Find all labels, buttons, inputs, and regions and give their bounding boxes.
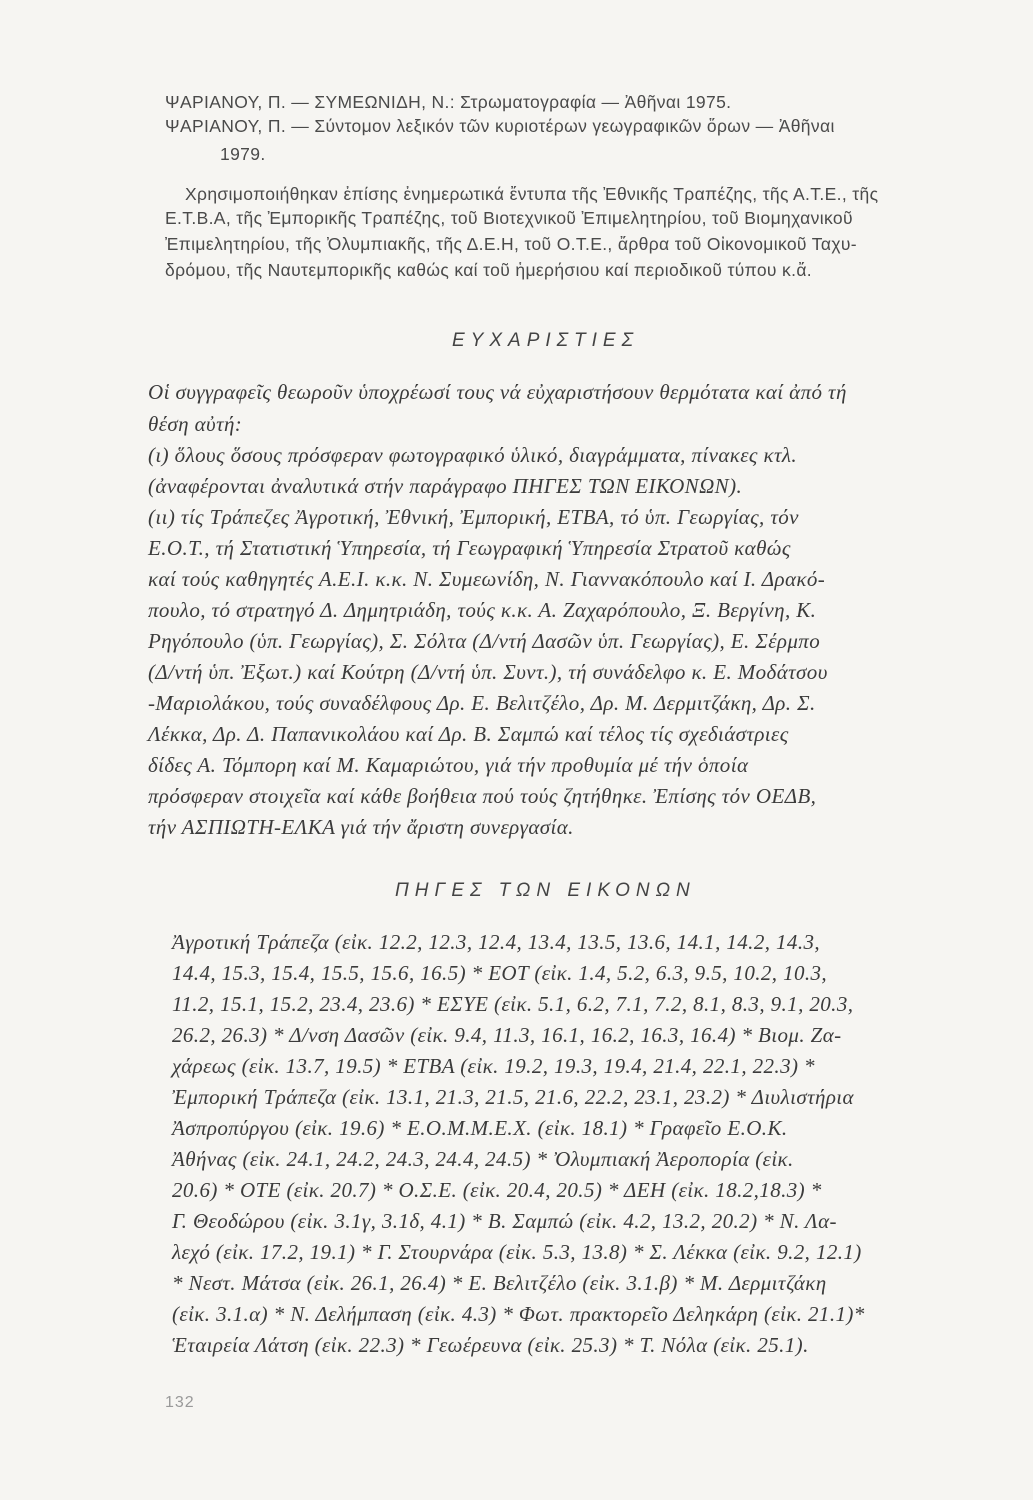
reference-line: ΨΑΡΙΑΝΟΥ, Π. — Σύντομον λεξικόν τῶν κυριοτέρων γεωγραφικῶν ὅρων — Ἀθῆναι (165, 116, 835, 136)
source-line: * Νεστ. Μάτσα (εἰκ. 26.1, 26.4) * Ε. Βελιτζέλο (εἰκ. 3.1.β) * Μ. Δερμιτζάκη (172, 1271, 827, 1295)
source-line: 14.4, 15.3, 15.4, 15.5, 15.6, 16.5) * ΕΟΤ (εἰκ. 1.4, 5.2, 6.3, 9.5, 10.2, 10.3, (172, 961, 828, 985)
image-sources-heading: ΠΗΓΕΣ ΤΩΝ ΕΙΚΟΝΩΝ (395, 880, 696, 901)
ack-line: πουλο, τό στρατηγό Δ. Δημητριάδη, τούς κ.κ. Α. Ζαχαρόπουλο, Ξ. Βεργίνη, Κ. (148, 598, 817, 622)
ack-line: πρόσφεραν στοιχεῖα καί κάθε βοήθεια πού τούς ζητήθηκε. Ἐπίσης τόν ΟΕΔΒ, (148, 784, 817, 808)
ack-line: (ι) ὅλους ὅσους πρόσφεραν φωτογραφικό ὑλικό, διαγράμματα, πίνακες κτλ. (148, 443, 798, 467)
source-line: Ἐμπορική Τράπεζα (εἰκ. 13.1, 21.3, 21.5, 21.6, 22.2, 23.1, 23.2) * Διυλιστήρια (172, 1085, 854, 1109)
ack-line: (Δ/ντή ὑπ. Ἐξωτ.) καί Κούτρη (Δ/ντή ὑπ. Συντ.), τή συνάδελφο κ. Ε. Μοδάτσου (148, 660, 828, 684)
ack-line: καί τούς καθηγητές Α.Ε.Ι. κ.κ. Ν. Συμεωνίδη, Ν. Γιαννακόπουλο καί Ι. Δρακό- (148, 567, 826, 591)
source-line: Ἀγροτική Τράπεζα (εἰκ. 12.2, 12.3, 12.4, 13.4, 13.5, 13.6, 14.1, 14.2, 14.3, (172, 930, 821, 954)
ack-line: -Μαριολάκου, τούς συναδέλφους Δρ. Ε. Βελιτζέλο, Δρ. Μ. Δερμιτζάκη, Δρ. Σ. (148, 691, 816, 715)
sources-note-line: Χρησιμοποιήθηκαν ἐπίσης ἐνημερωτικά ἔντυπα τῆς Ἐθνικῆς Τραπέζης, τῆς Α.Τ.Ε., τῆς (185, 184, 879, 204)
source-line: χάρεως (εἰκ. 13.7, 19.5) * ΕΤΒΑ (εἰκ. 19.2, 19.3, 19.4, 21.4, 22.1, 22.3) * (172, 1054, 815, 1078)
reference-line: 1979. (220, 144, 266, 164)
ack-line: δίδες Α. Τόμπορη καί Μ. Καμαριώτου, γιά τήν προθυμία μέ τήν ὁποία (148, 753, 749, 777)
source-line: Ἑταιρεία Λάτση (εἰκ. 22.3) * Γεωέρευνα (εἰκ. 25.3) * Τ. Νόλα (εἰκ. 25.1). (172, 1333, 809, 1357)
sources-note-line: δρόμου, τῆς Ναυτεμπορικῆς καθώς καί τοῦ ἡμερήσιου καί περιοδικοῦ τύπου κ.ἄ. (165, 260, 813, 280)
ack-line: Λέκκα, Δρ. Δ. Παπανικολάου καί Δρ. Β. Σαμπώ καί τέλος τίς σχεδιάστριες (148, 722, 789, 746)
page-number: 132 (165, 1394, 195, 1411)
ack-line: (ιι) τίς Τράπεζες Ἀγροτική, Ἐθνική, Ἐμπορική, ΕΤΒΑ, τό ὑπ. Γεωργίας, τόν (148, 505, 799, 529)
source-line: 20.6) * ΟΤΕ (εἰκ. 20.7) * Ο.Σ.Ε. (εἰκ. 20.4, 20.5) * ΔΕΗ (εἰκ. 18.2,18.3) * (172, 1178, 822, 1202)
ack-line: (ἀναφέρονται ἀναλυτικά στήν παράγραφο ΠΗΓΕΣ ΤΩΝ ΕΙΚΟΝΩΝ). (148, 474, 743, 498)
acknowledgements-heading: ΕΥΧΑΡΙΣΤΙΕΣ (452, 330, 639, 351)
ack-line: Ρηγόπουλο (ὑπ. Γεωργίας), Σ. Σόλτα (Δ/ντή Δασῶν ὑπ. Γεωργίας), Ε. Σέρμπο (148, 629, 821, 653)
ack-line: τήν ΑΣΠΙΩΤΗ-ΕΛΚΑ γιά τήν ἄριστη συνεργασία. (148, 815, 574, 839)
source-line: Ἀσπροπύργου (εἰκ. 19.6) * Ε.Ο.Μ.Μ.Ε.Χ. (εἰκ. 18.1) * Γραφεῖο Ε.Ο.Κ. (172, 1116, 788, 1140)
source-line: 26.2, 26.3) * Δ/νση Δασῶν (εἰκ. 9.4, 11.3, 16.1, 16.2, 16.3, 16.4) * Βιομ. Ζα- (172, 1023, 842, 1047)
source-line: Ἀθήνας (εἰκ. 24.1, 24.2, 24.3, 24.4, 24.5) * Ὀλυμπιακή Ἀεροπορία (εἰκ. (172, 1147, 794, 1171)
source-line: λεχό (εἰκ. 17.2, 19.1) * Γ. Στουρνάρα (εἰκ. 5.3, 13.8) * Σ. Λέκκα (εἰκ. 9.2, 12.1) (172, 1240, 862, 1264)
sources-note-line: Ε.Τ.Β.Α, τῆς Ἐμπορικῆς Τραπέζης, τοῦ Βιοτεχνικοῦ Ἐπιμελητηρίου, τοῦ Βιομηχανικοῦ (165, 208, 853, 228)
source-line: (εἰκ. 3.1.α) * Ν. Δελήμπαση (εἰκ. 4.3) * Φωτ. πρακτορεῖο Δεληκάρη (εἰκ. 21.1)* (172, 1302, 865, 1326)
source-line: 11.2, 15.1, 15.2, 23.4, 23.6) * ΕΣΥΕ (εἰκ. 5.1, 6.2, 7.1, 7.2, 8.1, 8.3, 9.1, 20.3, (172, 992, 854, 1016)
ack-line: Οἱ συγγραφεῖς θεωροῦν ὑποχρέωσί τους νά εὐχαριστήσουν θερμότατα καί ἀπό τή (148, 380, 847, 404)
reference-line: ΨΑΡΙΑΝΟΥ, Π. — ΣΥΜΕΩΝΙΔΗ, Ν.: Στρωματογραφία — Ἀθῆναι 1975. (165, 92, 732, 112)
ack-line: Ε.Ο.Τ., τή Στατιστική Ὑπηρεσία, τή Γεωγραφική Ὑπηρεσία Στρατοῦ καθώς (148, 536, 791, 560)
source-line: Γ. Θεοδώρου (εἰκ. 3.1γ, 3.1δ, 4.1) * Β. Σαμπώ (εἰκ. 4.2, 13.2, 20.2) * Ν. Λα- (172, 1209, 837, 1233)
ack-line: θέση αὐτή: (148, 412, 243, 436)
sources-note-line: Ἐπιμελητηρίου, τῆς Ὀλυμπιακῆς, τῆς Δ.Ε.Η, τοῦ Ο.Τ.Ε., ἄρθρα τοῦ Οἰκονομικοῦ Ταχυ- (165, 234, 857, 254)
